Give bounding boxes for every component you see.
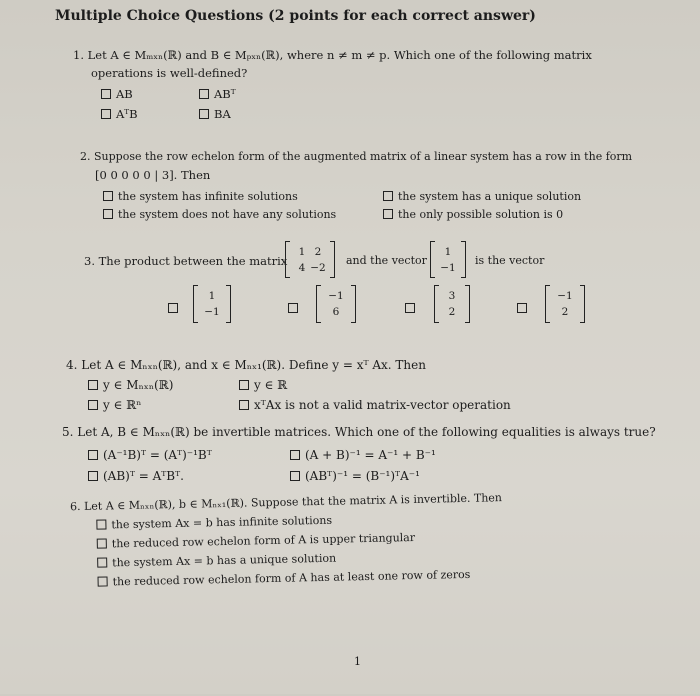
q6-option[interactable]: the reduced row echelon form of A has at least one row of zeros	[97, 568, 470, 589]
q1-option[interactable]: BA	[199, 107, 231, 121]
q1-stem-line1: 1. Let A ∈ Mₘₓₙ(ℝ) and B ∈ Mₚₓₙ(ℝ), where n ≠ m ≠ p. Which one of the following matrix	[73, 48, 592, 62]
checkbox-icon[interactable]	[97, 538, 107, 548]
q3-stem-c: is the vector	[475, 254, 545, 267]
vector-entry: −1	[328, 290, 344, 302]
vector-entry: 1	[208, 290, 216, 302]
q3-stem-b: and the vector	[346, 254, 427, 267]
vector-entry: −1	[557, 290, 573, 302]
q6-stem: 6. Let A ∈ Mₙₓₙ(ℝ), b ∈ Mₙₓ₁(ℝ). Suppose that the matrix A is invertible. Then	[69, 491, 503, 514]
q2-option[interactable]: the system has infinite solutions	[103, 190, 298, 203]
q5-option[interactable]: (ABᵀ)⁻¹ = (B⁻¹)ᵀA⁻¹	[290, 469, 420, 483]
matrix-entry: 4	[298, 261, 306, 274]
page-number: 1	[354, 655, 361, 668]
checkbox-icon[interactable]	[98, 576, 108, 586]
q2-option[interactable]: the only possible solution is 0	[383, 208, 563, 221]
matrix-entry: 2	[314, 245, 322, 258]
q4-option[interactable]: y ∈ ℝⁿ	[88, 398, 141, 412]
vector-entry: 6	[332, 306, 340, 318]
q1-option[interactable]: ABᵀ	[199, 87, 236, 101]
q6-option[interactable]: the system Ax = b has infinite solutions	[96, 514, 332, 532]
q1-stem-line2: operations is well-defined?	[91, 66, 248, 80]
q4-option[interactable]: xᵀAx is not a valid matrix-vector operation	[239, 398, 511, 412]
q6-option[interactable]: the reduced row echelon form of A is upper triangular	[97, 531, 415, 551]
vector-entry: 2	[561, 306, 569, 318]
checkbox-icon[interactable]	[97, 557, 107, 567]
q2-stem-line2: [0 0 0 0 0 | 3]. Then	[95, 168, 211, 182]
q1-option[interactable]: AB	[101, 87, 133, 101]
q3-stem-a: 3. The product between the matrix	[84, 254, 288, 268]
q2-option[interactable]: the system has a unique solution	[383, 190, 581, 203]
q4-option[interactable]: y ∈ ℝ	[239, 378, 287, 392]
q2-stem-line1: 2. Suppose the row echelon form of the augmented matrix of a linear system has a row in the form	[80, 150, 633, 163]
matrix-entry: 1	[298, 245, 306, 258]
page-title: Multiple Choice Questions (2 points for each correct answer)	[55, 8, 536, 24]
matrix-entry: −2	[310, 261, 326, 274]
vector-entry: −1	[204, 306, 220, 318]
q4-stem: 4. Let A ∈ Mₙₓₙ(ℝ), and x ∈ Mₙₓ₁(ℝ). Define y = xᵀ Ax. Then	[66, 358, 426, 372]
q5-option[interactable]: (AB)ᵀ = AᵀBᵀ.	[88, 469, 184, 483]
q4-option[interactable]: y ∈ Mₙₓₙ(ℝ)	[88, 378, 173, 392]
vector-entry: 2	[448, 306, 456, 318]
q5-stem: 5. Let A, B ∈ Mₙₓₙ(ℝ) be invertible matrices. Which one of the following equalities is always true?	[62, 425, 656, 439]
q2-option[interactable]: the system does not have any solutions	[103, 208, 336, 221]
vector-entry: −1	[440, 261, 456, 274]
q6-option[interactable]: the system Ax = b has a unique solution	[97, 552, 336, 570]
vector-entry: 3	[448, 290, 456, 302]
q5-option[interactable]: (A + B)⁻¹ = A⁻¹ + B⁻¹	[290, 448, 436, 462]
vector-entry: 1	[444, 245, 452, 258]
q5-option[interactable]: (A⁻¹B)ᵀ = (Aᵀ)⁻¹Bᵀ	[88, 448, 212, 462]
checkbox-icon[interactable]	[96, 519, 106, 529]
q1-option[interactable]: AᵀB	[101, 107, 138, 121]
